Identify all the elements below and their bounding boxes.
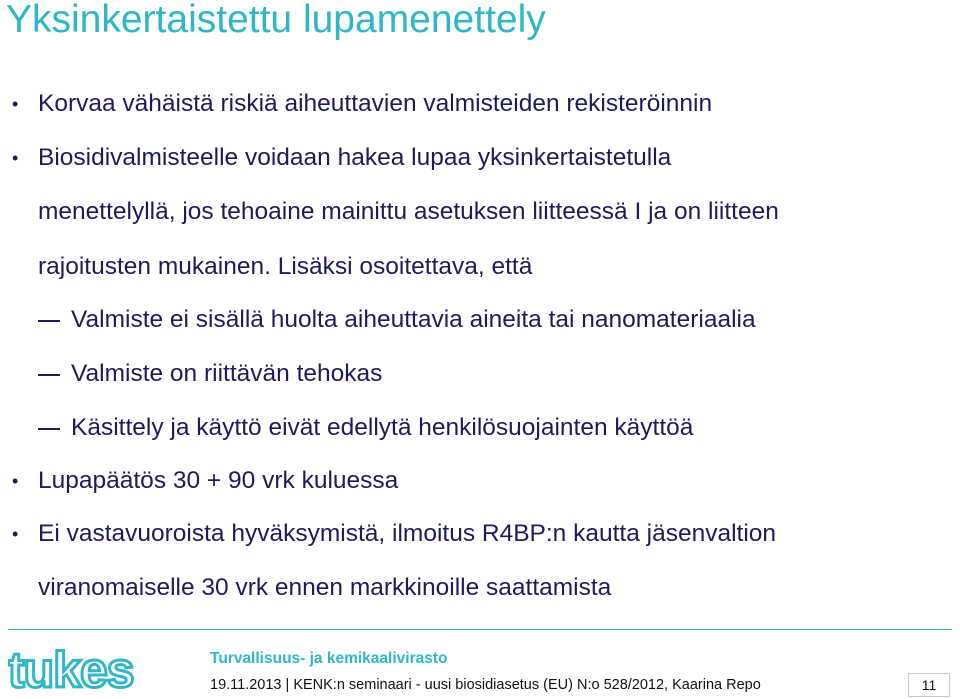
page-number: 11 — [908, 673, 950, 697]
sub-bullet-dash — [38, 428, 60, 430]
slide-title: Yksinkertaistettu lupamenettely — [6, 0, 546, 41]
sub-bullet-text: Valmiste on riittävän tehokas — [71, 360, 383, 387]
bullet-text: Ei vastavuoroista hyväksymistä, ilmoitus R4BP:n kautta jäsenvaltion — [38, 520, 777, 547]
bullet-text: Korvaa vähäistä riskiä aiheuttavien valmisteiden rekisteröinnin — [38, 90, 713, 117]
bullet-text: rajoitusten mukainen. Lisäksi osoitettava, että — [38, 253, 533, 280]
bullet-text: viranomaiselle 30 vrk ennen markkinoille saattamista — [38, 574, 612, 601]
bullet-marker: • — [12, 148, 19, 168]
tukes-logo — [8, 643, 158, 695]
footer-divider — [8, 629, 952, 630]
bullet-text: menettelyllä, jos tehoaine mainittu asetuksen liitteessä I ja on liitteen — [38, 198, 779, 225]
footer-meta: 19.11.2013 | KENK:n seminaari - uusi biosidiasetus (EU) N:o 528/2012, Kaarina Repo — [210, 677, 761, 693]
bullet-text: Lupapäätös 30 + 90 vrk kuluessa — [38, 467, 399, 494]
bullet-marker: • — [12, 94, 19, 114]
svg-text:tukes: tukes — [8, 643, 134, 695]
sub-bullet-text: Valmiste ei sisällä huolta aiheuttavia aineita tai nanomateriaalia — [71, 306, 756, 333]
sub-bullet-text: Käsittely ja käyttö eivät edellytä henkilösuojainten käyttöä — [71, 414, 694, 441]
sub-bullet-dash — [38, 320, 60, 322]
bullet-marker: • — [12, 524, 19, 544]
organization-name: Turvallisuus- ja kemikaalivirasto — [210, 650, 448, 667]
bullet-text: Biosidivalmisteelle voidaan hakea lupaa yksinkertaistetulla — [38, 144, 672, 171]
sub-bullet-dash — [38, 374, 60, 376]
bullet-marker: • — [12, 471, 19, 491]
